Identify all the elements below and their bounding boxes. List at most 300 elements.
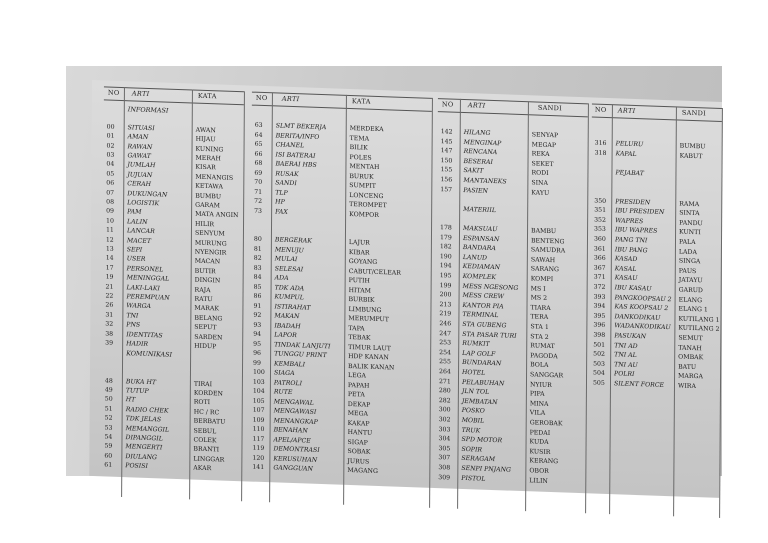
row-no: 119 <box>252 444 265 453</box>
row-arti: RUMKIT <box>462 340 490 349</box>
row-no: 142 <box>440 128 453 136</box>
row-no: 107 <box>252 406 265 415</box>
row-no: 372 <box>593 283 606 291</box>
row-sandi: KUNTI <box>679 228 701 237</box>
row-sandi: ELANG 1 <box>678 305 708 314</box>
row-sandi: PAGODA <box>530 352 558 361</box>
row-no: 109 <box>252 416 265 424</box>
row-no: 39 <box>105 339 114 347</box>
row-arti: USER <box>126 255 146 264</box>
row-kata: MENTAH <box>349 162 380 172</box>
row-arti: JUMLAH <box>127 161 156 170</box>
row-no: 02 <box>106 142 115 150</box>
row-arti: KEDIAMAN <box>462 263 501 272</box>
row-arti: KASAU <box>614 274 638 283</box>
row-sandi: KUTILANG 1 <box>678 315 720 324</box>
row-arti: POLRI <box>614 370 635 379</box>
row-no: 150 <box>440 156 453 165</box>
row-arti: MENINGGAL <box>126 274 170 283</box>
row-kata: BURUK <box>349 172 374 181</box>
row-no: 307 <box>438 454 451 462</box>
row-kata: HILIR <box>194 220 215 229</box>
row-no: 353 <box>594 225 606 234</box>
row-no: 280 <box>438 387 451 395</box>
row-arti: LAP GOLF <box>462 349 496 358</box>
row-sandi: KUDA <box>529 438 549 447</box>
row-arti: TNI AD <box>614 341 638 350</box>
row-arti: KAS KOOPSAU 2 <box>614 303 669 313</box>
row-no: 95 <box>253 340 262 348</box>
row-no: 93 <box>253 321 262 329</box>
row-kata: HDP KANAN <box>348 352 389 362</box>
row-sandi: SEKET <box>531 160 554 168</box>
row-sandi: KUTILANG 2 <box>678 324 720 334</box>
row-no: 302 <box>438 416 451 424</box>
row-no: 246 <box>439 320 452 328</box>
row-sandi: SEMUT <box>678 334 703 343</box>
row-arti: LANUD <box>462 253 488 262</box>
row-no: 351 <box>594 206 607 215</box>
row-kata: KOMPOR <box>349 210 379 219</box>
row-kata: HIJAU <box>195 135 216 144</box>
row-no: 71 <box>254 188 263 196</box>
row-no: 190 <box>439 252 452 261</box>
row-arti: MOBIL <box>461 416 485 425</box>
row-no: 65 <box>254 140 263 148</box>
row-kata: DINGIN <box>194 276 221 285</box>
row-no: 100 <box>252 368 265 377</box>
row-sandi: BATU <box>678 363 697 371</box>
row-arti: BUNDARAN <box>462 359 502 368</box>
row-arti: BERGERAK <box>274 236 312 245</box>
row-no: 213 <box>439 300 452 309</box>
row-kata: TIMUR LAUT <box>348 343 391 352</box>
row-arti: MAKAN <box>274 312 300 321</box>
row-no: 504 <box>593 369 605 378</box>
header-arti: ARTI <box>467 101 486 110</box>
row-no: 304 <box>438 435 451 443</box>
row-no: 309 <box>438 473 451 482</box>
row-sandi: KOMPI <box>530 275 554 284</box>
row-no: 03 <box>106 151 115 159</box>
row-no: 80 <box>253 235 262 243</box>
row-kata: HC / RC <box>193 408 220 417</box>
header-no: NO <box>594 105 607 114</box>
row-arti: SANDI <box>275 179 297 188</box>
row-arti: MULAI <box>274 255 298 264</box>
row-arti: TERMINAL <box>462 311 499 320</box>
header-no: NO <box>441 100 454 109</box>
row-sandi: ELANG <box>678 296 703 304</box>
row-arti: LALIN <box>126 218 148 226</box>
row-arti: RUTE <box>273 388 293 397</box>
row-sandi: TERA <box>530 313 549 322</box>
row-arti: KUMPUL <box>274 293 304 302</box>
row-sandi: RODI <box>531 169 549 178</box>
row-no: 13 <box>105 245 114 253</box>
row-kata: MERDEKA <box>349 124 384 134</box>
row-arti: KOMPLEK <box>462 272 497 282</box>
row-arti: PRESIDEN <box>615 197 651 207</box>
row-sandi: PALA <box>678 238 696 247</box>
row-arti: TUTUP <box>125 387 149 395</box>
row-no: 00 <box>106 123 115 131</box>
row-no: 104 <box>252 387 265 396</box>
row-arti: MESS CREW <box>462 292 505 301</box>
row-sandi: KUSIR <box>529 448 551 456</box>
row-arti: DANKODIKAU <box>614 313 661 322</box>
row-no: 53 <box>104 424 113 432</box>
row-arti: POSKO <box>461 407 485 416</box>
row-sandi: WIRA <box>677 382 696 391</box>
header-no: NO <box>255 93 268 103</box>
row-no: 70 <box>254 178 263 186</box>
row-no: 48 <box>104 377 113 385</box>
row-no: 194 <box>439 262 452 270</box>
row-sandi: GARUD <box>678 286 703 295</box>
row-no: 64 <box>254 131 263 139</box>
row-sandi: KABUT <box>679 152 703 160</box>
row-no: 156 <box>440 176 453 184</box>
row-no: 195 <box>439 272 452 280</box>
row-no: 32 <box>105 320 114 328</box>
row-kata: HITAM <box>348 286 372 295</box>
row-sandi: SINGA <box>678 257 701 266</box>
row-kata: COLEK <box>193 436 217 445</box>
row-arti: PISTOL <box>461 474 486 483</box>
row-arti: HILANG <box>463 128 491 137</box>
row-no: 366 <box>593 254 606 263</box>
row-arti: KAPAL <box>615 149 637 158</box>
row-arti: ISI BATERAI <box>275 150 316 160</box>
row-no: 96 <box>253 349 262 357</box>
row-arti: PASIEN <box>463 186 489 195</box>
row-arti: LAPOR <box>274 331 297 340</box>
row-kata: MEGA <box>347 409 369 418</box>
row-kata: PETA <box>347 390 365 399</box>
row-sandi: JATAYU <box>678 276 703 285</box>
row-no: 371 <box>593 273 606 282</box>
row-kata: PAPAH <box>347 381 370 390</box>
header-arti: ARTI <box>617 106 636 115</box>
row-kata: AWAN <box>195 126 216 135</box>
row-no: 179 <box>439 233 452 242</box>
row-arti: KASAL <box>614 265 637 273</box>
row-no: 99 <box>253 359 261 367</box>
row-arti: KERUSUHAN <box>273 454 318 464</box>
row-arti: PAM <box>127 208 142 217</box>
row-arti: MENANGKAP <box>273 416 318 426</box>
row-no: 505 <box>592 379 605 387</box>
row-kata: BELANG <box>194 314 223 323</box>
row-no: 300 <box>438 406 451 414</box>
row-kata: SIGAP <box>347 438 368 447</box>
row-arti: MESS NGESONG <box>462 282 519 292</box>
row-sandi: RAMA <box>679 200 700 208</box>
row-kata: MAGANG <box>347 466 378 475</box>
row-arti: BESERAI <box>463 157 493 166</box>
row-arti: LANCAR <box>126 227 155 236</box>
row-kata: RAJA <box>194 286 211 294</box>
row-kata: GARAM <box>195 201 221 210</box>
code-sheet <box>89 80 722 498</box>
row-arti: GAWAT <box>127 152 151 161</box>
row-sandi: SANGGAR <box>530 371 564 380</box>
row-no: 61 <box>104 461 113 469</box>
row-kata: BUMBU <box>195 192 222 201</box>
row-arti: PEREMPUAN <box>126 293 170 302</box>
row-sandi: LILIN <box>529 476 548 485</box>
row-arti: KASAD <box>614 255 638 264</box>
row-kata: AKAR <box>193 464 212 473</box>
row-no: 219 <box>439 310 452 318</box>
row-arti: RAWAN <box>127 142 153 151</box>
row-kata: BERBATU <box>193 417 226 426</box>
row-kata: LINGGAR <box>193 455 225 464</box>
header-kata: KATA <box>351 97 371 106</box>
row-arti: SPD MOTOR <box>461 436 503 445</box>
row-no: 22 <box>105 292 114 300</box>
row-arti: MAKSUAU <box>463 224 498 234</box>
row-arti: KEMBALI <box>274 359 306 368</box>
row-arti: MEMANGGIL <box>125 424 170 434</box>
row-arti: BANDARA <box>462 244 496 253</box>
row-sandi: RUMAT <box>530 342 555 351</box>
row-arti: IBU KASAU <box>614 284 652 293</box>
row-kata: BALIK KANAN <box>348 362 395 372</box>
row-arti: HADIR <box>126 340 149 348</box>
row-no: 05 <box>106 170 115 178</box>
row-no: 85 <box>253 283 262 291</box>
row-arti: KANTOR PIA <box>462 301 504 311</box>
row-no: 110 <box>252 425 265 434</box>
row-arti: FAX <box>275 207 288 216</box>
row-arti: MENGAWASI <box>273 407 317 416</box>
row-no: 19 <box>105 273 114 281</box>
row-arti: SAKIT <box>463 167 484 176</box>
row-arti: MACET <box>126 236 152 245</box>
row-no: 199 <box>439 281 452 290</box>
row-arti: WAPRES <box>615 217 644 226</box>
row-arti: IDENTITAS <box>126 330 163 340</box>
header-sandi: SANDI <box>681 108 707 118</box>
row-arti: TINDAK LANJUTI <box>274 340 331 350</box>
row-sandi: SINTA <box>679 209 700 218</box>
row-arti: DIULANG <box>125 452 157 462</box>
row-sandi: TANAH <box>678 344 702 352</box>
row-arti: HT <box>125 396 136 404</box>
row-sandi: PIPA <box>529 390 545 398</box>
row-no: 157 <box>440 185 453 194</box>
row-no: 04 <box>106 160 115 169</box>
row-arti: TNI <box>126 312 139 320</box>
row-kata: SENYUM <box>194 229 225 238</box>
row-sandi: MEGAP <box>531 140 557 149</box>
row-no: 182 <box>439 243 452 251</box>
row-kata: CABUT/CELEAR <box>348 267 401 277</box>
row-no: 68 <box>254 159 263 167</box>
header-sandi: SANDI <box>537 103 563 113</box>
row-no: 38 <box>105 330 114 338</box>
row-kata: NYENGIR <box>194 248 227 257</box>
row-no: 352 <box>594 216 606 224</box>
row-no: 264 <box>439 368 451 376</box>
row-no: 318 <box>594 149 607 157</box>
row-arti: LOGISTIK <box>127 199 160 208</box>
row-arti: PATROLI <box>273 378 303 387</box>
row-kata: TEMA <box>349 134 370 143</box>
row-sandi: REKA <box>531 150 550 159</box>
row-no: 83 <box>253 264 262 272</box>
section-heading: KOMUNIKASI <box>126 349 173 360</box>
row-sandi: SENYAP <box>531 131 559 140</box>
row-arti: PANGKOOPSAU 2 <box>614 293 672 303</box>
row-arti: SELESAI <box>274 264 304 273</box>
row-arti: SIAGA <box>273 369 295 378</box>
row-arti: RUSAK <box>275 169 299 178</box>
row-arti: JUJUAN <box>127 171 153 179</box>
row-arti: IBADAH <box>274 321 301 330</box>
row-kata: SARDEN <box>194 333 223 342</box>
row-kata: MURUNG <box>194 239 227 248</box>
row-sandi: OMBAK <box>678 353 704 362</box>
row-arti: AMAN <box>127 133 149 142</box>
row-arti: MENGAWAL <box>273 397 314 407</box>
row-kata: HANTU <box>347 428 373 437</box>
row-arti: HOTEL <box>462 368 486 377</box>
row-no: 303 <box>438 425 451 434</box>
header-arti: ARTI <box>131 89 150 99</box>
row-kata: RATU <box>194 295 213 304</box>
row-no: 367 <box>593 264 606 272</box>
row-no: 14 <box>105 254 114 263</box>
row-kata: DEKAP <box>347 400 371 409</box>
row-arti: SITUASI <box>127 124 155 132</box>
row-arti: TUNGGU PRINT <box>274 350 327 360</box>
row-arti: PNS <box>126 321 141 329</box>
row-arti: SEPI <box>126 246 143 254</box>
row-no: 91 <box>253 302 262 310</box>
row-sandi: NYIUR <box>529 380 552 389</box>
row-arti: DIPANGGIL <box>125 434 163 443</box>
row-no: 69 <box>254 169 263 177</box>
row-no: 393 <box>593 293 606 301</box>
row-no: 503 <box>593 360 605 368</box>
row-no: 11 <box>105 226 114 234</box>
row-kata: MACAN <box>194 257 221 266</box>
row-arti: DUKUNGAN <box>127 189 168 199</box>
row-no: 271 <box>438 377 451 386</box>
row-arti: BAERAI HBS <box>275 160 317 169</box>
section-heading: INFORMASI <box>127 105 169 115</box>
row-arti: ISTIRAHAT <box>274 302 311 312</box>
row-no: 103 <box>252 378 265 386</box>
row-sandi: BUMBU <box>679 142 706 151</box>
row-arti: HP <box>275 198 285 206</box>
row-arti: SILENT FORCE <box>613 380 665 389</box>
row-arti: JEMBATAN <box>461 397 498 406</box>
row-no: 21 <box>105 283 114 291</box>
row-arti: DEMONTRASI <box>273 445 320 454</box>
row-kata: JURUS <box>347 457 370 466</box>
row-arti: APEL/APCE <box>273 435 311 445</box>
row-no: 81 <box>253 245 262 253</box>
row-arti: PEJABAT <box>615 169 644 178</box>
row-arti: STA GUBENG <box>462 320 507 330</box>
row-kata: SEPUT <box>194 323 217 332</box>
row-kata: KORDEN <box>193 389 223 398</box>
row-kata: KISAR <box>195 164 216 172</box>
row-sandi: LADA <box>678 248 697 256</box>
row-sandi: BENTENG <box>530 236 565 246</box>
row-kata: KUNING <box>195 145 224 154</box>
row-no: 394 <box>593 302 606 311</box>
row-arti: ADA <box>274 274 289 282</box>
row-arti: POSISI <box>125 462 148 471</box>
row-kata: BUTIR <box>194 267 216 276</box>
row-no: 145 <box>440 137 453 146</box>
row-no: 54 <box>104 433 113 441</box>
row-no: 282 <box>438 396 451 405</box>
row-no: 253 <box>439 339 452 347</box>
row-arti: PASUKAN <box>614 332 647 341</box>
row-kata: SUMPIT <box>349 181 376 190</box>
row-no: 08 <box>106 198 115 206</box>
row-no: 09 <box>106 207 114 216</box>
row-arti: GANGGUAN <box>273 464 313 473</box>
row-kata: LAJUR <box>348 238 370 247</box>
row-arti: WARGA <box>126 302 152 311</box>
row-no: 398 <box>593 331 606 339</box>
row-sandi: MINA <box>529 400 549 408</box>
row-arti: MENGERTI <box>125 443 163 452</box>
row-arti: BERITA/INFO <box>275 131 320 141</box>
row-kata: KIBAR <box>348 248 370 257</box>
row-sandi: STA 1 <box>530 323 549 331</box>
table-2 <box>249 92 432 488</box>
row-no: 255 <box>439 358 451 366</box>
row-kata: LONCENG <box>349 191 384 200</box>
row-kata: MARAK <box>194 304 220 313</box>
row-arti: MENGINAP <box>463 138 502 147</box>
row-kata: TEBAK <box>348 333 371 342</box>
row-kata: PUTIH <box>348 276 370 285</box>
row-no: 395 <box>593 312 606 320</box>
row-no: 07 <box>106 189 115 197</box>
row-arti: CHANEL <box>275 141 305 150</box>
row-arti: JLN TOL <box>461 388 490 397</box>
row-arti: TRUK <box>461 426 481 435</box>
row-sandi: OBOR <box>529 467 549 475</box>
row-no: 155 <box>440 166 453 174</box>
row-arti: STA PASAR TURI <box>462 330 517 340</box>
row-no: 94 <box>253 330 262 338</box>
row-no: 10 <box>105 217 114 225</box>
row-sandi: GEROBAK <box>529 419 563 428</box>
row-no: 59 <box>104 442 113 451</box>
row-sandi: MS I <box>530 284 546 293</box>
row-no: 308 <box>438 464 451 472</box>
row-arti: BUKA HT <box>125 377 157 386</box>
row-kata: ROTI <box>193 398 211 407</box>
row-kata: TIRAI <box>193 380 213 388</box>
row-sandi: VILA <box>529 409 546 418</box>
row-arti: MANTANEKS <box>463 176 507 186</box>
row-arti: IBU WAPRES <box>615 226 658 236</box>
row-sandi: STA 2 <box>530 332 549 341</box>
row-no: 52 <box>104 414 113 422</box>
row-kata: BURBIK <box>348 295 375 304</box>
